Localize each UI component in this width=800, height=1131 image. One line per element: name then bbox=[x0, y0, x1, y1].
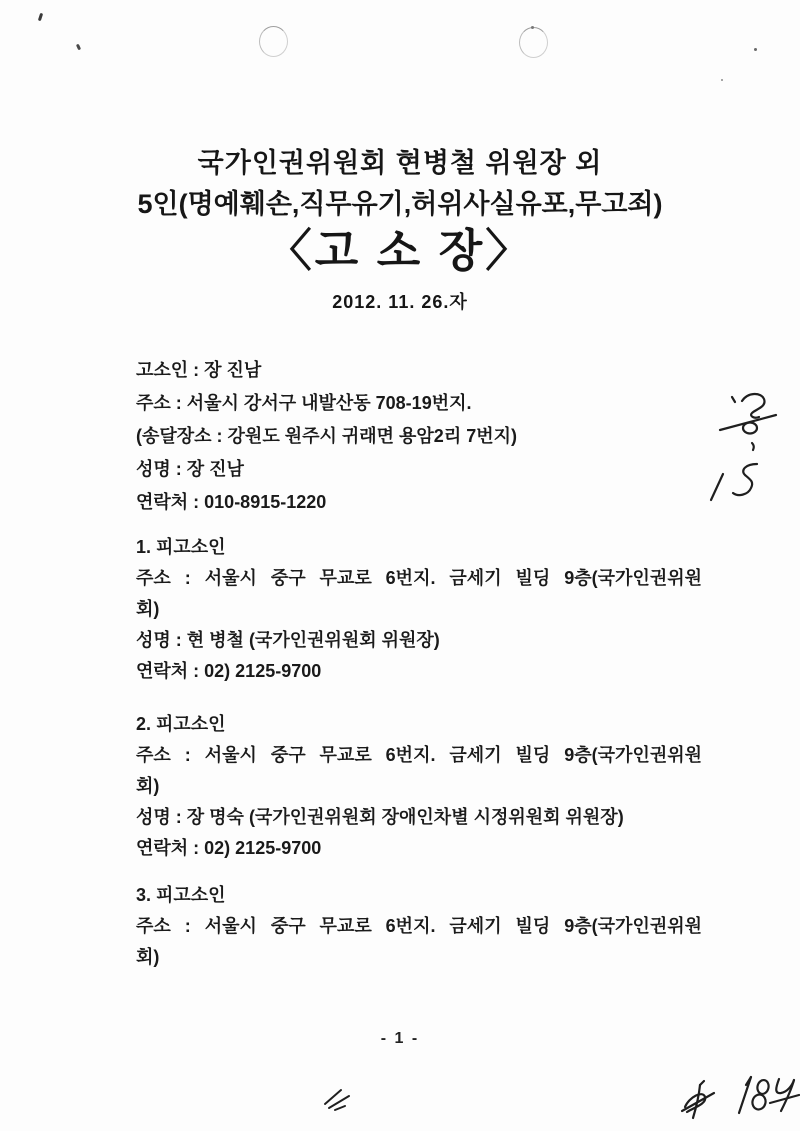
defendant-address-line1: 주소 : 서울시 중구 무교로 6번지. 금세기 빌딩 9층(국가인권위원 bbox=[136, 745, 702, 765]
punch-hole-artifact bbox=[519, 27, 548, 58]
punch-hole-artifact bbox=[259, 26, 288, 57]
defendant-address-line1: 주소 : 서울시 중구 무교로 6번지. 금세기 빌딩 9층(국가인권위원 bbox=[136, 916, 702, 936]
defendant-address-line2: 회) bbox=[136, 947, 160, 967]
defendant-heading: 2. 피고소인 bbox=[136, 714, 226, 734]
complainant-service-address-line: (송달장소 : 강원도 원주시 귀래면 용암2리 7번지) bbox=[136, 426, 517, 446]
document-main-title: 〈고 소 장〉 bbox=[266, 225, 534, 276]
defendant-contact-line: 연락처 : 02) 2125-9700 bbox=[136, 661, 322, 681]
defendant-name-line: 성명 : 장 명숙 (국가인권위원회 장애인차별 시정위원회 위원장) bbox=[136, 807, 624, 827]
handwritten-note-bottom-right bbox=[655, 1060, 800, 1131]
scan-speck bbox=[531, 26, 534, 29]
defendant-heading: 1. 피고소인 bbox=[136, 537, 226, 557]
complainant-fullname-line: 성명 : 장 진남 bbox=[136, 459, 244, 479]
defendant-address-line2: 회) bbox=[136, 599, 160, 619]
defendant-section-2 bbox=[136, 709, 702, 864]
defendant-heading: 3. 피고소인 bbox=[136, 885, 226, 905]
scan-speck bbox=[754, 48, 757, 51]
document-title-line1: 국가인권위원회 현병철 위원장 외 bbox=[197, 148, 603, 178]
defendant-contact-line: 연락처 : 02) 2125-9700 bbox=[136, 838, 322, 858]
scan-smudge bbox=[315, 1082, 365, 1114]
defendant-section-1 bbox=[136, 532, 702, 687]
document-title-line2: 5인(명예훼손,직무유기,허위사실유포,무고죄) bbox=[137, 189, 663, 219]
complainant-address-line: 주소 : 서울시 강서구 내발산동 708-19번지. bbox=[136, 393, 472, 413]
defendant-address-line1: 주소 : 서울시 중구 무교로 6번지. 금세기 빌딩 9층(국가인권위원 bbox=[136, 568, 702, 588]
complainant-section bbox=[136, 354, 702, 519]
complainant-name-line: 고소인 : 장 진남 bbox=[136, 360, 262, 380]
scan-speck bbox=[76, 44, 81, 51]
complainant-contact-line: 연락처 : 010-8915-1220 bbox=[136, 492, 327, 512]
document-date: 2012. 11. 26.자 bbox=[332, 292, 468, 312]
defendant-address-line2: 회) bbox=[136, 776, 160, 796]
scan-speck bbox=[721, 79, 723, 81]
handwritten-note-right bbox=[680, 383, 790, 515]
scan-speck bbox=[38, 13, 43, 22]
defendant-section-3 bbox=[136, 880, 702, 973]
defendant-name-line: 성명 : 현 병철 (국가인권위원회 위원장) bbox=[136, 630, 440, 650]
page-number: - 1 - bbox=[380, 1030, 420, 1047]
